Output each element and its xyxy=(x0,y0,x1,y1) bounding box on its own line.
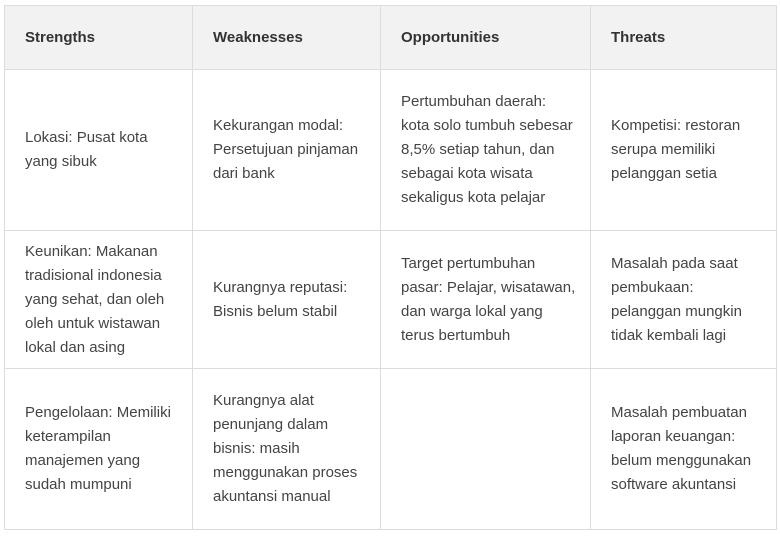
swot-table xyxy=(4,5,777,530)
cell-threat: Masalah pada saat pembukaan: pelanggan mungkin tidak kembali lagi xyxy=(591,231,777,369)
cell-weakness: Kekurangan modal: Persetujuan pinjaman dari bank xyxy=(193,70,381,231)
header-row xyxy=(5,6,777,70)
cell-strength: Pengelolaan: Memiliki keterampilan manajemen yang sudah mumpuni xyxy=(5,369,193,530)
swot-table-container xyxy=(4,5,776,530)
table-row xyxy=(5,231,777,369)
table-row xyxy=(5,70,777,231)
table-row xyxy=(5,369,777,530)
cell-weakness: Kurangnya reputasi: Bisnis belum stabil xyxy=(193,231,381,369)
header-weaknesses: Weaknesses xyxy=(193,6,381,70)
cell-strength: Keunikan: Makanan tradisional indonesia yang sehat, dan oleh oleh untuk wistawan lokal dan asing xyxy=(5,231,193,369)
cell-weakness: Kurangnya alat penunjang dalam bisnis: masih menggunakan proses akuntansi manual xyxy=(193,369,381,530)
header-strengths: Strengths xyxy=(5,6,193,70)
cell-opportunity xyxy=(381,369,591,530)
header-opportunities: Opportunities xyxy=(381,6,591,70)
cell-threat: Masalah pembuatan laporan keuangan: belum menggunakan software akuntansi xyxy=(591,369,777,530)
table-header xyxy=(5,6,777,70)
cell-strength: Lokasi: Pusat kota yang sibuk xyxy=(5,70,193,231)
cell-opportunity: Pertumbuhan daerah: kota solo tumbuh sebesar 8,5% setiap tahun, dan sebagai kota wisata sekaligus kota pelajar xyxy=(381,70,591,231)
table-body xyxy=(5,70,777,530)
cell-opportunity: Target pertumbuhan pasar: Pelajar, wisatawan, dan warga lokal yang terus bertumbuh xyxy=(381,231,591,369)
header-threats: Threats xyxy=(591,6,777,70)
cell-threat: Kompetisi: restoran serupa memiliki pelanggan setia xyxy=(591,70,777,231)
